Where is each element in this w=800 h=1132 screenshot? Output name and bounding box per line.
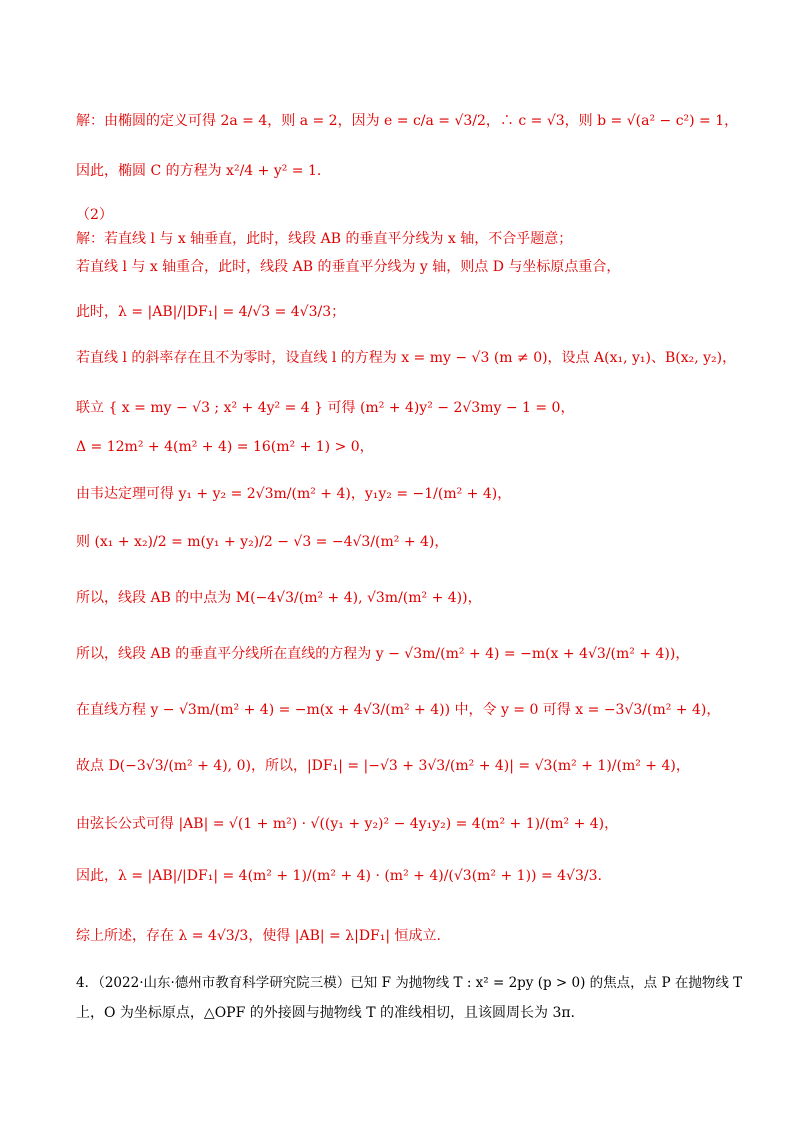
solution-line-12: 所以，线段 AB 的垂直平分线所在直线的方程为 y − √3m/(m² + 4) = −m(x + 4√3/(m² + 4))， [76, 646, 690, 662]
problem-4-line-2: 上，O 为坐标原点，△OPF 的外接圆与抛物线 T 的准线相切，且该圆周长为 3π. [76, 1005, 576, 1021]
solution-line-2: 因此，椭圆 C 的方程为 x²/4 + y² = 1. [76, 163, 322, 179]
solution-line-10: 则 (x₁ + x₂)/2 = m(y₁ + y₂)/2 − √3 = −4√3/(m² + 4)， [76, 534, 449, 550]
part-2-label: （2） [76, 207, 113, 223]
solution-line-1: 解：由椭圆的定义可得 2a = 4，则 a = 2，因为 e = c/a = √3/2，∴ c = √3，则 b = √(a² − c²) = 1， [76, 113, 739, 129]
solution-line-4: 若直线 l 与 x 轴重合，此时，线段 AB 的垂直平分线为 y 轴，则点 D 与坐标原点重合， [76, 259, 621, 275]
solution-line-7: 联立 { x = my − √3 ; x² + 4y² = 4 } 可得 (m² + 4)y² − 2√3my − 1 = 0， [76, 400, 575, 416]
solution-line-8: Δ = 12m² + 4(m² + 4) = 16(m² + 1) > 0， [76, 439, 374, 455]
solution-line-11: 所以，线段 AB 的中点为 M(−4√3/(m² + 4), √3m/(m² + 4))， [76, 590, 482, 606]
solution-line-16: 因此，λ = |AB|/|DF₁| = 4(m² + 1)/(m² + 4) · (m² + 4)/(√3(m² + 1)) = 4√3/3. [76, 868, 602, 884]
solution-line-15: 由弦长公式可得 |AB| = √(1 + m²) · √((y₁ + y₂)² − 4y₁y₂) = 4(m² + 1)/(m² + 4)， [76, 816, 619, 832]
solution-line-3: 解：若直线 l 与 x 轴垂直，此时，线段 AB 的垂直平分线为 x 轴，不合乎题意； [76, 231, 573, 247]
conclusion-line: 综上所述，存在 λ = 4√3/3，使得 |AB| = λ|DF₁| 恒成立. [76, 928, 441, 944]
solution-line-6: 若直线 l 的斜率存在且不为零时，设直线 l 的方程为 x = my − √3 (m ≠ 0)，设点 A(x₁, y₁)、B(x₂, y₂)， [76, 350, 737, 366]
solution-line-5: 此时，λ = |AB|/|DF₁| = 4/√3 = 4√3/3； [76, 304, 346, 320]
solution-line-14: 故点 D(−3√3/(m² + 4), 0)，所以，|DF₁| = |−√3 + 3√3/(m² + 4)| = √3(m² + 1)/(m² + 4)， [76, 758, 690, 774]
solution-line-9: 由韦达定理可得 y₁ + y₂ = 2√3m/(m² + 4)，y₁y₂ = −1/(m² + 4)， [76, 486, 512, 502]
problem-4-line-1: 4．（2022·山东·德州市教育科学研究院三模）已知 F 为抛物线 T : x² = 2py (p > 0) 的焦点，点 P 在抛物线 T [76, 975, 743, 991]
solution-line-13: 在直线方程 y − √3m/(m² + 4) = −m(x + 4√3/(m² + 4)) 中，令 y = 0 可得 x = −3√3/(m² + 4)， [76, 702, 721, 718]
